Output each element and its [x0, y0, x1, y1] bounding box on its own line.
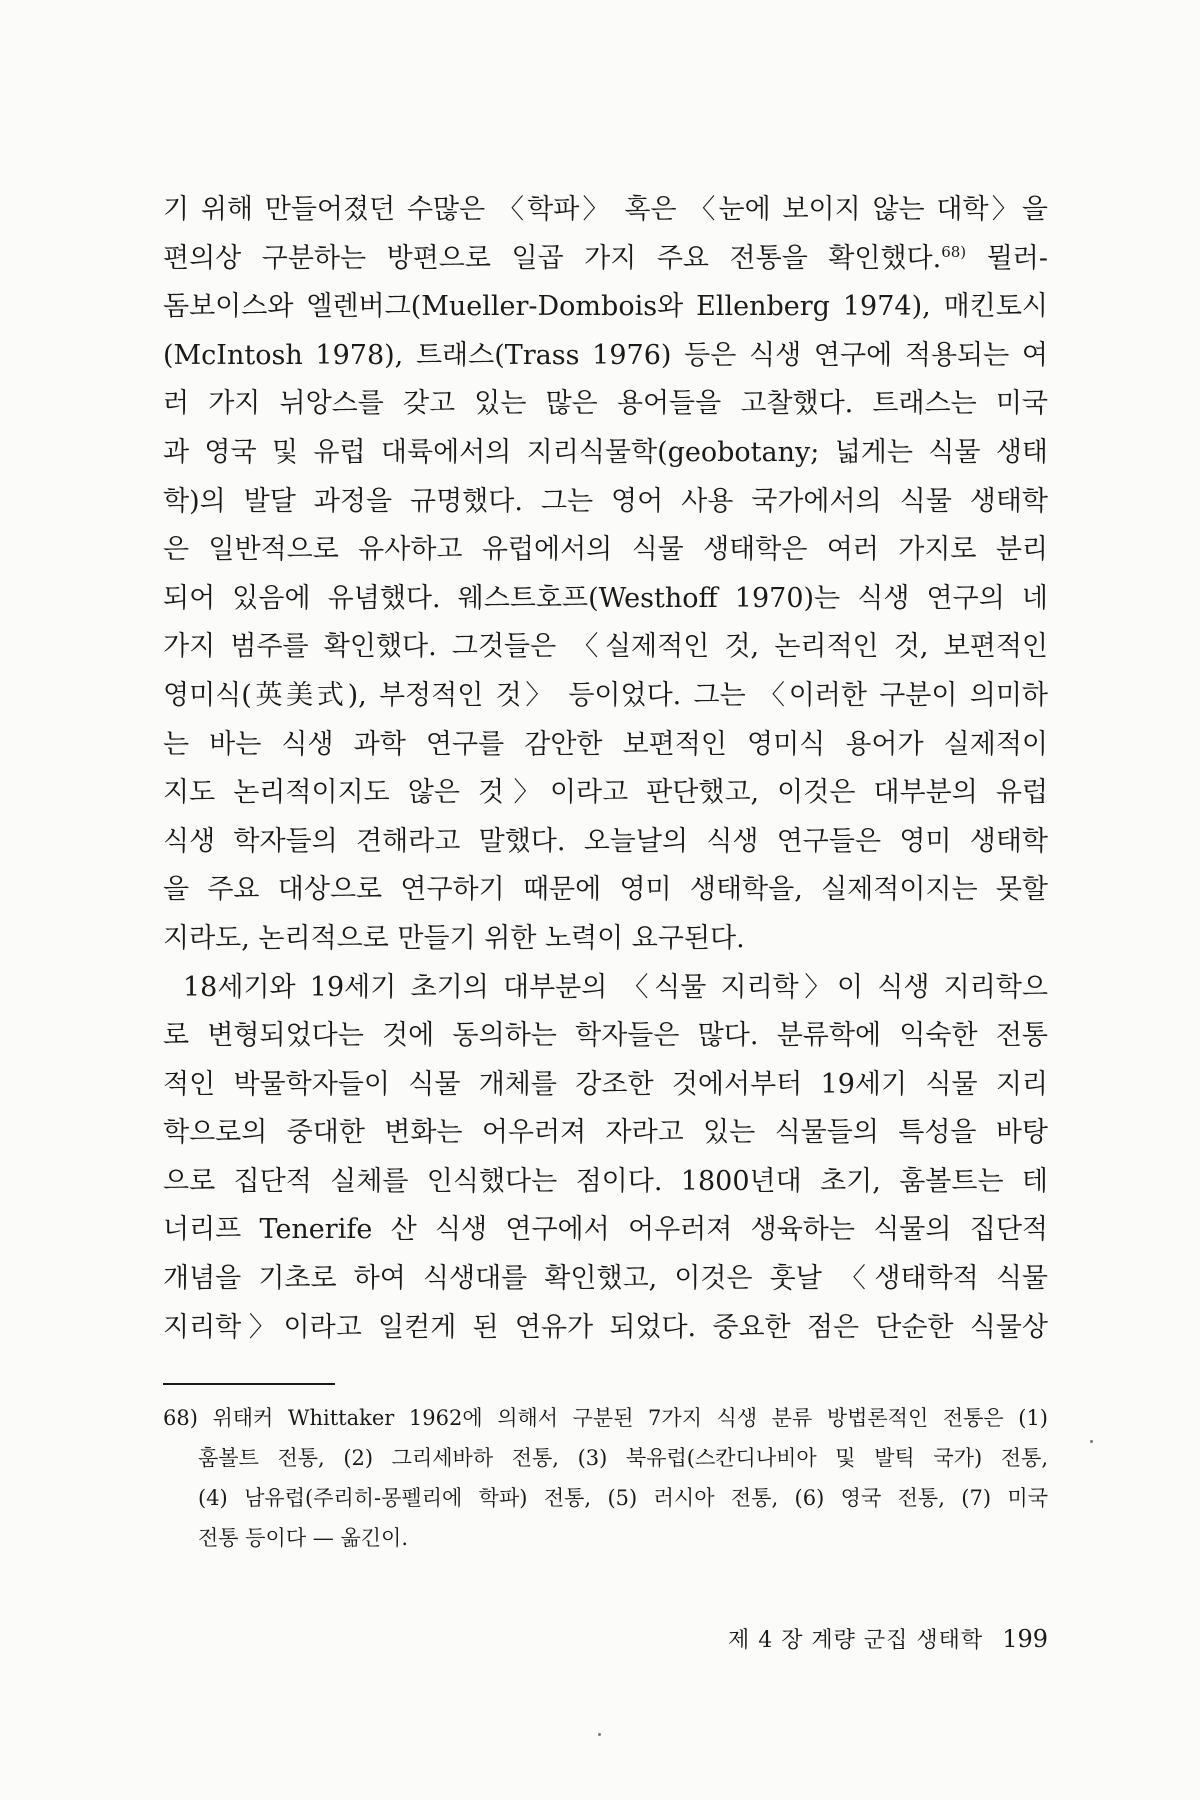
body-line: 은 일반적으로 유사하고 유럽에서의 식물 생태학은 여러 가지로 분리 — [163, 534, 1048, 566]
body-line: 을 주요 대상으로 연구하기 때문에 영미 생태학을, 실제적이지는 못할 — [163, 874, 1048, 906]
body-line: 가지 범주를 확인했다. 그것들은 〈실제적인 것, 논리적인 것, 보편적인 — [163, 631, 1048, 663]
chapter-title: 제 4 장 계량 군집 생태학 — [727, 1628, 984, 1653]
footnote-line: 전통 등이다 — 옮긴이. — [198, 1526, 408, 1550]
scan-speck — [1090, 1440, 1093, 1443]
body-line: 적인 박물학자들이 식물 개체를 강조한 것에서부터 19세기 식물 지리 — [163, 1068, 1048, 1100]
footnote-divider — [163, 1383, 335, 1385]
footnote-line: 68) 위태커 Whittaker 1962에 의해서 구분된 7가지 식생 분류 방법론적인 전통은 (1) — [163, 1406, 1048, 1430]
body-line: 영미식(英美式), 부정적인 것〉 등이었다. 그는 〈이러한 구분이 의미하 — [163, 679, 1048, 711]
page-number: 199 — [1002, 1625, 1048, 1653]
body-line: 과 영국 및 유럽 대륙에서의 지리식물학(geobotany; 넓게는 식물 생태 — [163, 436, 1048, 468]
body-text — [163, 186, 1048, 1352]
body-line: 지리학〉이라고 일컫게 된 연유가 되었다. 중요한 점은 단순한 식물상 — [163, 1311, 1048, 1343]
footnote-line: (4) 남유럽(주리히-몽펠리에 학파) 전통, (5) 러시아 전통, (6) 영국 전통, (7) 미국 — [198, 1486, 1048, 1510]
body-line: 돔보이스와 엘렌버그(Mueller-Dombois와 Ellenberg 1974), 매킨토시 — [163, 291, 1048, 323]
body-line: 러 가지 뉘앙스를 갖고 있는 많은 용어들을 고찰했다. 트래스는 미국 — [163, 388, 1048, 420]
body-line: 너리프 Tenerife 산 식생 연구에서 어우러져 생육하는 식물의 집단적 — [163, 1214, 1048, 1246]
running-footer — [728, 1624, 1048, 1656]
body-line: 지도 논리적이지도 않은 것〉이라고 판단했고, 이것은 대부분의 유럽 — [163, 777, 1048, 809]
body-line: 학)의 발달 과정을 규명했다. 그는 영어 사용 국가에서의 식물 생태학 — [163, 485, 1048, 517]
body-line: (McIntosh 1978), 트래스(Trass 1976) 등은 식생 연구에 적용되는 여 — [163, 339, 1048, 371]
body-line-tail: 뮐러- — [966, 242, 1048, 274]
body-line: 18세기와 19세기 초기의 대부분의 〈식물 지리학〉이 식생 지리학으 — [183, 971, 1048, 1003]
body-line: 지라도, 논리적으로 만들기 위한 노력이 요구된다. — [163, 922, 745, 954]
footnote-line: 훔볼트 전통, (2) 그리세바하 전통, (3) 북유럽(스칸디나비아 및 발틱 국가) 전통, — [198, 1446, 1048, 1470]
body-line: 되어 있음에 유념했다. 웨스트호프(Westhoff 1970)는 식생 연구의 네 — [163, 582, 1048, 614]
body-line-text: 편의상 구분하는 방편으로 일곱 가지 주요 전통을 확인했다. — [163, 242, 942, 274]
body-line: 는 바는 식생 과학 연구를 감안한 보편적인 영미식 용어가 실제적이 — [163, 728, 1048, 760]
body-line — [163, 235, 1048, 284]
footnote — [163, 1398, 1048, 1558]
scan-speck — [598, 1733, 601, 1736]
body-line: 식생 학자들의 견해라고 말했다. 오늘날의 식생 연구들은 영미 생태학 — [163, 825, 1048, 857]
body-line: 으로 집단적 실체를 인식했다는 점이다. 1800년대 초기, 훔볼트는 테 — [163, 1165, 1048, 1197]
body-line: 개념을 기초로 하여 식생대를 확인했고, 이것은 훗날 〈생태학적 식물 — [163, 1263, 1048, 1295]
body-line: 로 변형되었다는 것에 동의하는 학자들은 많다. 분류학에 익숙한 전통 — [163, 1020, 1048, 1052]
body-line: 학으로의 중대한 변화는 어우러져 자라고 있는 식물들의 특성을 바탕 — [163, 1117, 1048, 1149]
body-line: 기 위해 만들어졌던 수많은 〈학파〉 혹은 〈눈에 보이지 않는 대학〉을 — [163, 194, 1048, 225]
footnote-reference: 68) — [941, 242, 967, 261]
